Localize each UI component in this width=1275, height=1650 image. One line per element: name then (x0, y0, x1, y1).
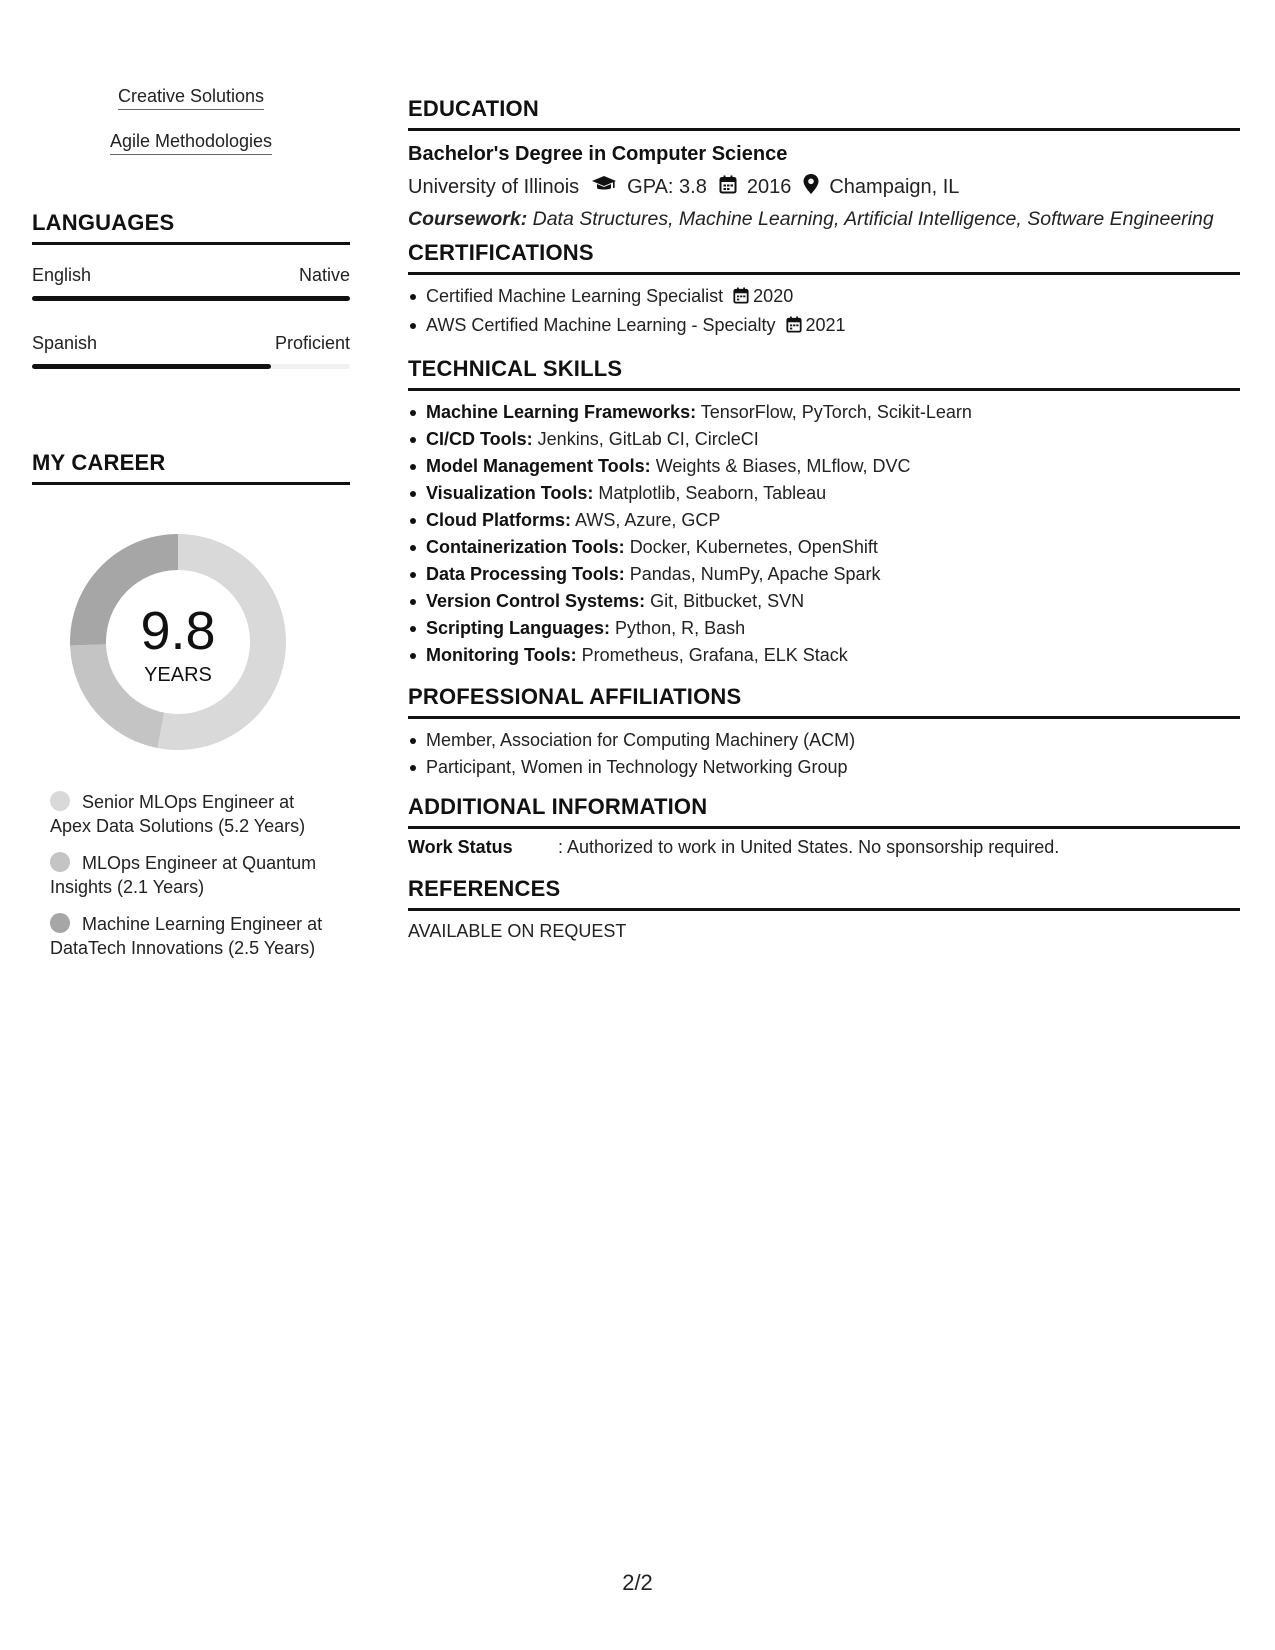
calendar-icon (733, 285, 749, 312)
skill-label: Cloud Platforms: (426, 510, 572, 530)
section-title-technical-skills: TECHNICAL SKILLS (408, 356, 1240, 391)
coursework-value: Data Structures, Machine Learning, Artificial Intelligence, Software Engineering (532, 208, 1214, 230)
language-item (32, 265, 350, 301)
calendar-icon (719, 175, 737, 200)
certification-name: Certified Machine Learning Specialist (426, 286, 724, 306)
certification-year: 2021 (805, 315, 846, 335)
skill-label: Version Control Systems: (426, 591, 646, 611)
skill-value: AWS, Azure, GCP (575, 510, 721, 530)
skill-label: Scripting Languages: (426, 618, 611, 638)
references-text: AVAILABLE ON REQUEST (408, 921, 627, 941)
affiliation-item: Member, Association for Computing Machinery (ACM) (408, 727, 1240, 754)
work-status-value: : Authorized to work in United States. No sponsorship required. (558, 837, 1060, 857)
map-pin-icon (803, 174, 819, 200)
education-section (408, 96, 1240, 231)
career-donut-chart (66, 530, 290, 754)
section-title-education: EDUCATION (408, 96, 1240, 131)
certifications-list (408, 283, 1240, 341)
skill-link-item (32, 131, 350, 155)
languages-section (32, 210, 350, 369)
language-level: Proficient (274, 333, 350, 353)
education-year: 2016 (746, 175, 792, 198)
career-section-header (32, 450, 350, 485)
affiliation-item: Participant, Women in Technology Networking Group (408, 754, 1240, 781)
skill-link[interactable]: Agile Methodologies (110, 131, 272, 155)
coursework-label: Coursework: (408, 208, 528, 230)
skill-link[interactable]: Creative Solutions (118, 86, 264, 110)
affiliations-list (408, 727, 1240, 781)
graduation-cap-icon (591, 175, 617, 199)
education-location: Champaign, IL (829, 175, 960, 198)
section-title-languages: LANGUAGES (32, 210, 350, 245)
education-school: University of Illinois (408, 175, 580, 198)
certification-item (408, 283, 1240, 312)
skill-item (408, 399, 1240, 426)
skill-value: Git, Bitbucket, SVN (650, 591, 805, 611)
section-title-additional: ADDITIONAL INFORMATION (408, 794, 1240, 829)
language-bar-fill (32, 364, 271, 369)
education-gpa: GPA: 3.8 (627, 175, 707, 198)
skill-item (408, 426, 1240, 453)
skill-value: Weights & Biases, MLflow, DVC (655, 456, 911, 476)
skill-item (408, 615, 1240, 642)
language-bar-fill (32, 296, 350, 301)
section-title-affiliations: PROFESSIONAL AFFILIATIONS (408, 684, 1240, 719)
skill-value: Docker, Kubernetes, OpenShift (629, 537, 878, 557)
skill-item (408, 507, 1240, 534)
certification-year: 2020 (753, 286, 794, 306)
career-total-value: 9.8 (140, 601, 216, 661)
skill-item (408, 561, 1240, 588)
language-name: Spanish (32, 333, 98, 353)
career-legend-item (50, 790, 330, 838)
language-bar (32, 364, 350, 369)
career-legend-label: MLOps Engineer at Quantum Insights (2.1 Years) (50, 853, 317, 897)
language-name: English (32, 265, 92, 285)
donut-center (66, 530, 290, 754)
certification-item (408, 312, 1240, 341)
certification-name: AWS Certified Machine Learning - Specialty (426, 315, 776, 335)
career-legend-item (50, 912, 330, 960)
work-status-label: Work Status (408, 837, 513, 857)
skill-value: TensorFlow, PyTorch, Scikit-Learn (700, 402, 972, 422)
career-legend-label: Senior MLOps Engineer at Apex Data Solutions (5.2 Years) (50, 792, 306, 836)
technical-skills-section (408, 356, 1240, 669)
skill-value: Pandas, NumPy, Apache Spark (629, 564, 881, 584)
career-legend-label: Machine Learning Engineer at DataTech Innovations (2.5 Years) (50, 914, 323, 958)
legend-dot-icon (50, 791, 70, 811)
section-title-certifications: CERTIFICATIONS (408, 240, 1240, 275)
skill-value: Prometheus, Grafana, ELK Stack (581, 645, 848, 665)
career-legend (50, 790, 330, 973)
technical-skills-list (408, 399, 1240, 669)
section-title-references: REFERENCES (408, 876, 1240, 911)
affiliations-section (408, 684, 1240, 781)
language-bar (32, 296, 350, 301)
references-section (408, 876, 1240, 942)
skill-label: Model Management Tools: (426, 456, 651, 476)
skill-label: Visualization Tools: (426, 483, 594, 503)
skill-label: Monitoring Tools: (426, 645, 577, 665)
education-coursework (408, 208, 1240, 231)
skill-label: Containerization Tools: (426, 537, 625, 557)
legend-dot-icon (50, 913, 70, 933)
language-level: Native (298, 265, 350, 285)
additional-info-section (408, 794, 1240, 858)
skill-label: Data Processing Tools: (426, 564, 625, 584)
skill-label: Machine Learning Frameworks: (426, 402, 697, 422)
language-item (32, 333, 350, 369)
education-degree: Bachelor's Degree in Computer Science (408, 143, 788, 165)
skill-label: CI/CD Tools: (426, 429, 533, 449)
skill-link-item (32, 86, 350, 110)
certifications-section (408, 240, 1240, 341)
skill-item (408, 642, 1240, 669)
skill-item (408, 480, 1240, 507)
career-total-unit: YEARS (144, 664, 212, 686)
skill-value: Python, R, Bash (615, 618, 746, 638)
career-legend-item (50, 851, 330, 899)
skill-item (408, 588, 1240, 615)
skill-value: Matplotlib, Seaborn, Tableau (598, 483, 827, 503)
calendar-icon (786, 314, 802, 341)
skill-item (408, 453, 1240, 480)
legend-dot-icon (50, 852, 70, 872)
skill-item (408, 534, 1240, 561)
page-number: 2/2 (622, 1570, 653, 1595)
section-title-career: MY CAREER (32, 450, 350, 485)
education-meta (408, 174, 1240, 200)
skill-value: Jenkins, GitLab CI, CircleCI (537, 429, 759, 449)
work-status-row (408, 837, 1240, 858)
